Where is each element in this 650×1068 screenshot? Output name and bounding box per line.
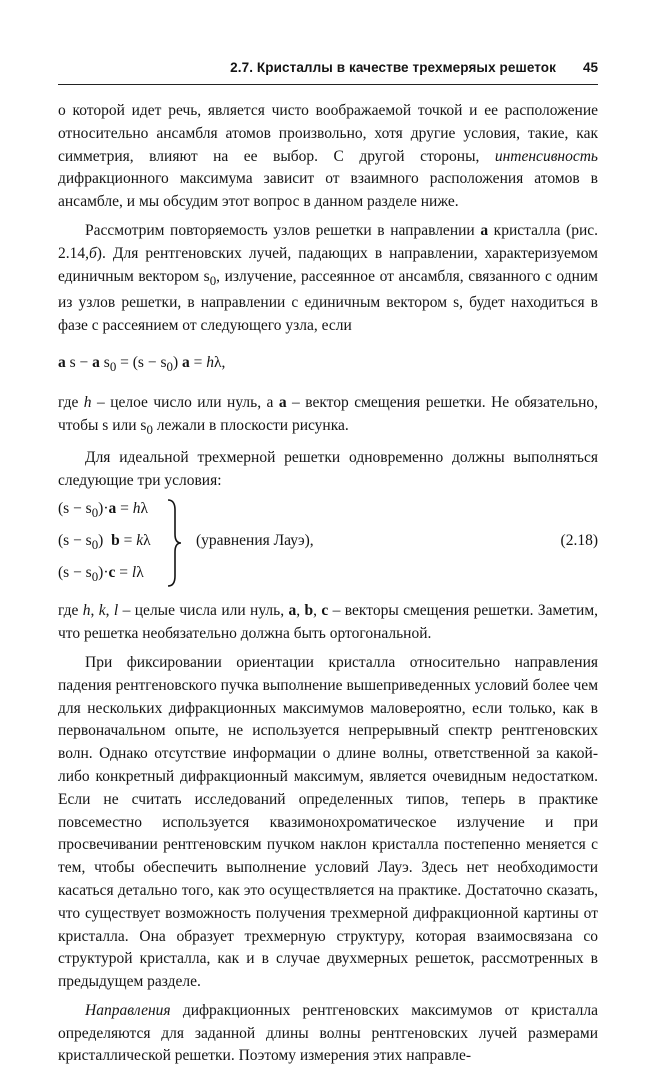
variable: h [83, 394, 92, 412]
paragraph-7 [58, 1000, 598, 1068]
paragraph-6: При фиксировании ориентации кристалла относительно направления падения рентгеновского пучка выполнение вышеприведенных условий более чем для нескольких дифракционных максимумов маловероятно, если только, как в первоначальном опыте, не используется непрерывный спектр рентгеновских волн. Однако отсутствие информации о длине волны, ответственной за какой-либо конкретный дифракционный максимум, является очевидным недостатком. Если не считать исследований определенных типов, теперь в практике повсеместно используется квазимонохроматическое излучение и при просвечивании рентгеновским пучком наклон кристалла постепенно меняется с тем, чтобы обеспечить выполнение условий Лауэ. Здесь нет необходимости касаться детально того, как это осуществляется на практике. Достаточно сказать, что существует возможность получения трехмерной дифракционной картины от кристалла. Она образует трехмерную структуру, которая взаимосвязана со структурой кристалла, как и в случае двухмерных решеток, рассмотренных в предыдущем разделе. [58, 653, 598, 991]
text-run: кристалла (рис. 2.14, [58, 221, 599, 262]
paragraph-5: где h, k, l – целые числа или нуль, a, b, c – векторы смещения решетки. Заметим, что решетка необязательно должна быть ортогональной. [58, 602, 599, 643]
equation-number: (2.18) [560, 532, 598, 550]
emphasis: Направления [85, 1001, 171, 1019]
subscript: 0 [146, 421, 153, 437]
right-brace [166, 498, 182, 588]
text-run: о которой идет речь, является чисто воображаемой точкой и ее расположение относительно ансамбля атомов произвольно, хотя другие условия, такие, как симметрия, влияют на ее выбор. С другой стороны, [58, 102, 598, 165]
text-run: ). Для рентгеновских лучей, падающих в направлении, характеризуемом единичным вектором s [58, 244, 598, 285]
eq-part: ) [172, 354, 182, 372]
running-title: 2.7. Кристаллы в качестве трехмеряых решеток [230, 60, 556, 75]
subscript: 0 [209, 272, 217, 288]
eq-part: = (s − s [116, 354, 167, 372]
page-header [58, 50, 598, 85]
paragraph-2 [58, 220, 598, 338]
laue-equation-c: $(s - s_0)\cdot c = l\lambda$ [58, 564, 144, 585]
text-run: , излучение, рассеянное от ансамбля, связанного с одним из узлов решетки, в направлении с единичным вектором s, будет находиться в фазе с рассеянием от следующего узла, если [58, 267, 598, 335]
vector-symbol: a [480, 221, 489, 239]
vector-symbol: a [58, 354, 66, 372]
subscript: 0 [166, 359, 173, 375]
laue-equations [58, 498, 598, 590]
text-run: дифракционного максимума зависит от взаимного расположения атомов в ансамбле, и мы обсудим этот вопрос в данном разделе ниже. [58, 170, 598, 211]
eq-part: = [189, 354, 207, 372]
eq-part: λ, [214, 354, 226, 372]
page-body [58, 100, 598, 1068]
subscript: 0 [109, 359, 117, 375]
paragraph-3 [58, 392, 598, 442]
eq-part: s − [65, 354, 93, 372]
vector-symbol: a [278, 394, 287, 412]
text-run: лежали в плоскости рисунка. [152, 416, 349, 434]
variable: h [206, 354, 214, 372]
text-run: Рассмотрим повторяемость узлов решетки в направлении [85, 221, 481, 239]
paragraph-4: Для идеальной трехмерной решетки одновременно должны выполняться следующие три условия: [58, 448, 598, 489]
text-run: – целое число или нуль, а [91, 394, 279, 412]
text-run: дифракционных рентгеновских максимумов от кристалла определяются для заданной длины волны рентгеновских лучей размерами кристаллической решетки. Поэтому измерения этих направле- [58, 1001, 598, 1065]
text-run: – вектор смещения решетки. Не обязательно, чтобы s или s [58, 394, 598, 434]
eq-part: s [99, 354, 110, 372]
equation-phase-condition [58, 354, 598, 376]
laue-label: (уравнения Лауэ), [196, 532, 314, 550]
laue-equation-b: $(s - s_0)$ b = kλ [58, 532, 151, 553]
page-number: 45 [582, 60, 598, 75]
text-run: где [58, 394, 84, 412]
vector-symbol: a [92, 354, 100, 372]
paragraph-1 [58, 100, 598, 214]
figure-letter: б [89, 244, 97, 262]
emphasis: интенсивность [494, 147, 598, 165]
vector-symbol: a [182, 354, 190, 372]
laue-equation-a: $(s - s_0)\cdot a = h\lambda$ [58, 500, 149, 521]
